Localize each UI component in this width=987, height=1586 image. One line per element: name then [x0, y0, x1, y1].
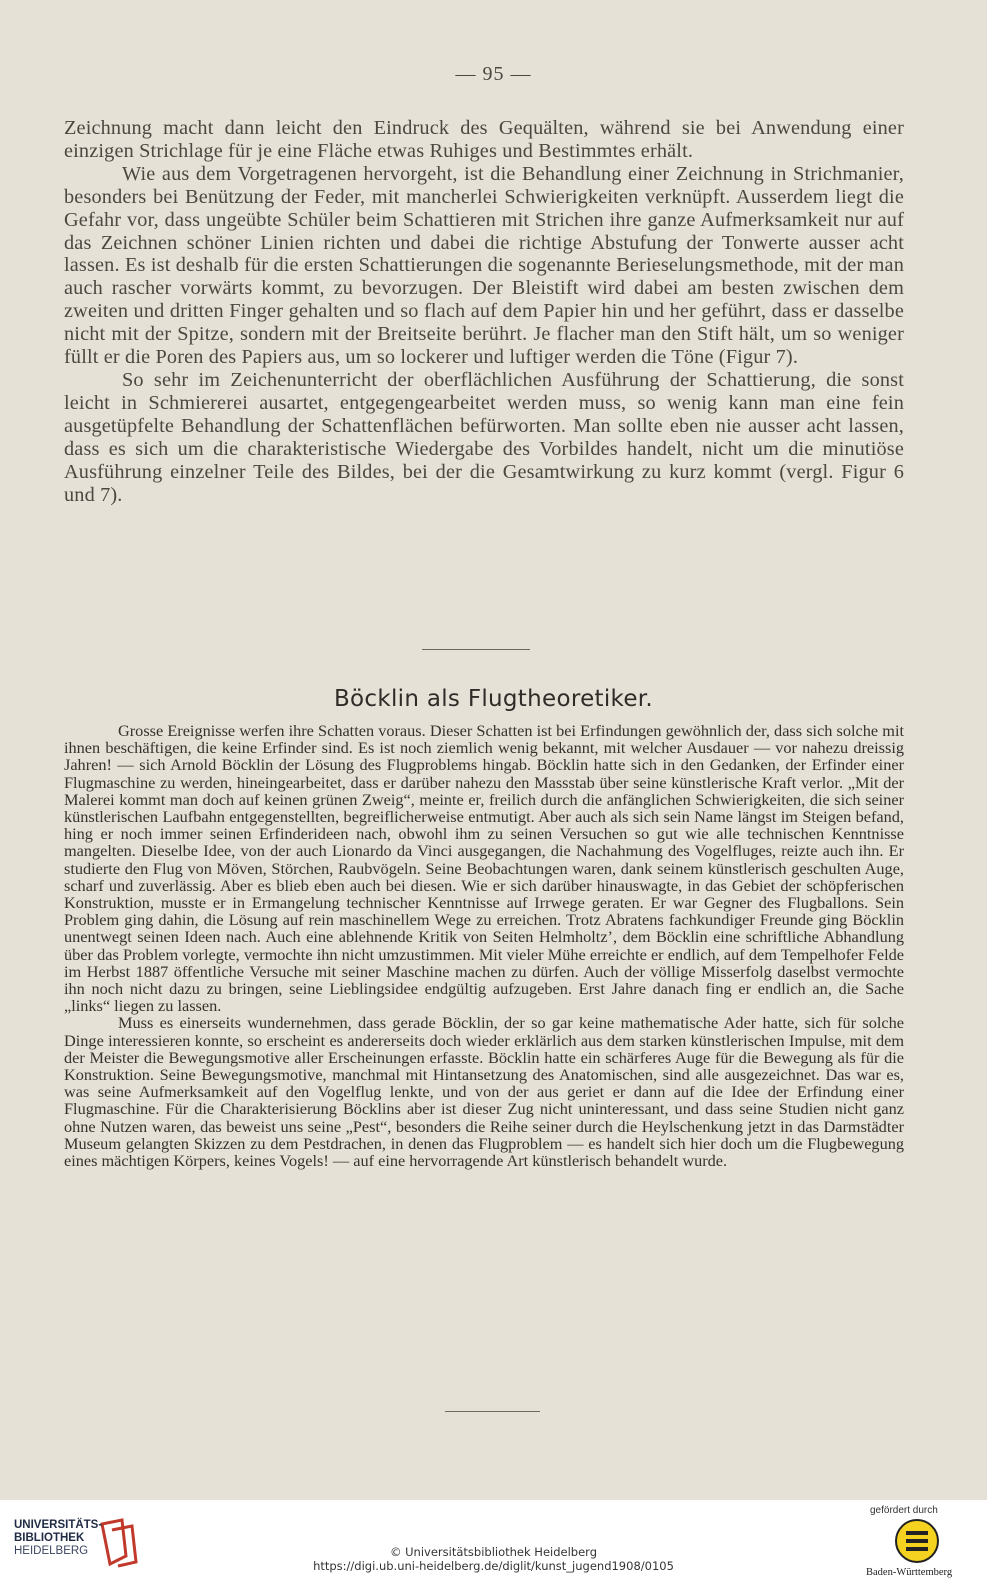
library-line-1: UNIVERSITÄTS-	[14, 1519, 103, 1531]
library-line-3: HEIDELBERG	[14, 1545, 89, 1558]
page-number: — 95 —	[455, 63, 532, 85]
baden-wuerttemberg-crest-icon	[894, 1518, 940, 1564]
intro-paragraph-1: Zeichnung macht dann leicht den Eindruck des Gequälten, während sie bei Anwendung einer einzigen Strichlage für je eine Fläche etwas Ruhiges und Bestimmtes erhält.	[64, 117, 904, 162]
section-heading: Böcklin als Flugtheoretiker.	[333, 686, 654, 712]
section-divider-bottom	[445, 1411, 540, 1412]
intro-paragraph-2: Wie aus dem Vorgetragenen hervorgeht, ist die Behandlung einer Zeichnung in Strichmanier, besonders bei Benützung der Feder, mit mancherlei Schwierigkeiten verknüpft. Ausserdem liegt die Gefahr vor, dass ungeübte Schüler beim Schattieren mit Strichen ihre ganze Aufmerksamkeit nur auf das Zeichnen schöner Linien richten und dabei die richtige Abstufung der Tonwerte ausser acht lassen. Es ist deshalb für die ersten Schattierungen die sogenannte Berieselungsmethode, mit der man auch rascher vorwärts kommt, zu bevorzugen. Der Bleistift wird dabei am besten zwischen dem zweiten und dritten Finger gehalten und so flach auf dem Papier hin und her geführt, dass er dasselbe nicht mit der Spitze, sondern mit der Breitseite berührt. Je flacher man den Stift hält, um so weniger füllt er die Poren des Papiers aus, um so lockerer und luftiger werden die Töne (Figur 7).	[64, 162, 904, 369]
intro-paragraph-3: So sehr im Zeichenunterricht der oberflächlichen Ausführung der Schattierung, die sonst leicht in Schmiererei ausartet, entgegengearbeitet werden muss, so wenig kann man eine fein ausgetüpfelte Behandlung der Schattenflächen befürworten. Man sollte eben nie ausser acht lassen, dass es sich um die charakteristische Wiedergabe des Vorbildes handelt, nicht um die minutiöse Ausführung einzelner Teile des Bildes, bei der die Gesamtwirkung zu kurz kommt (vergl. Figur 6 und 7).	[64, 368, 904, 506]
permalink[interactable]: https://digi.ub.uni-heidelberg.de/diglit/kunst_jugend1908/0105	[313, 1559, 674, 1573]
funded-by-label: gefördert durch	[870, 1505, 938, 1516]
library-line-2: BIBLIOTHEK	[14, 1532, 85, 1545]
intro-text	[64, 117, 904, 506]
section-text	[64, 722, 904, 1169]
copyright-text: © Universitätsbibliothek Heidelberg	[389, 1545, 597, 1559]
funder-name: Baden-Württemberg	[866, 1567, 953, 1578]
section-paragraph-1: Grosse Ereignisse werfen ihre Schatten voraus. Dieser Schatten ist bei Erfindungen gewöhnlich der, dass sich solche mit ihnen beschäftigen, die keine Erfinder sind. Es ist noch ziemlich wenig bekannt, mit welcher Ausdauer — vor nahezu dreissig Jahren! — sich Arnold Böcklin der Lösung des Flugproblems hingab. Böcklin hatte sich in den Gedanken, der Erfinder einer Flugmaschine zu werden, hineingearbeitet, dass er darüber nahezu den Massstab über seine künstlerische Kraft verlor. „Mit der Malerei kommt man doch auf keinen grünen Zweig“, meinte er, freilich durch die anfänglichen Schwierigkeiten, die sich seiner künstlerischen Laufbahn entgegenstellten, begreiflicherweise entmutigt. Aber auch als sich sein Name längst im Steigen befand, hing er noch immer seinen Erfinderideen nach, obwohl ihm zu seinen Versuchen so gut wie alle technischen Kenntnisse mangelten. Dieselbe Idee, von der auch Lionardo da Vinci ausgegangen, die Nachahmung des Vogelfluges, reizte auch ihn. Er studierte den Flug von Möven, Störchen, Raubvögeln. Seine Beobachtungen waren, dank seinem künstlerisch geschulten Auge, scharf und zuverlässig. Aber es blieb eben auch bei diesen. Wie er sich darüber hinauswagte, in das Gebiet der schöpferischen Konstruktion, musste er in Ermangelung technischer Kenntnisse auf Irrwege geraten. Er war Gegner des Flugballons. Sein Problem ging dahin, die Lösung auf rein maschinellem Wege zu erreichen. Trotz Abratens fachkundiger Freunde ging Böcklin unentwegt seinen Ideen nach. Auch eine ablehnende Kritik von Seiten Helmholtz’, dem Böcklin eine schriftliche Abhandlung über das Problem vorlegte, vermochte ihn nicht umzustimmen. Mit vieler Mühe erreichte er endlich, auf dem Tempelhofer Felde im Herbst 1887 öffentliche Versuche mit seiner Maschine machen zu dürfen. Auch der völlige Misserfolg daselbst vermochte ihn noch nicht dazu zu bringen, seine Lieblingsidee endgültig aufzugeben. Erst Jahre danach fing er endlich an, die Sache „links“ liegen zu lassen.	[64, 721, 904, 1016]
section-paragraph-2: Muss es einerseits wundernehmen, dass gerade Böcklin, der so gar keine mathematische Ader hatte, sich für solche Dinge interessieren konnte, so erscheint es andererseits doch wieder erklärlich aus dem starken künstlerischen Impulse, mit dem der Meister die Bewegungsmotive aller Erscheinungen erfasste. Böcklin hatte ein schärferes Auge für die Bewegung als für die Konstruktion. Seine Bewegungsmotive, manchmal mit Hintansetzung des Anatomischen, sind alle ausgezeichnet. Das war es, was seine Aufmerksamkeit auf den Vogelflug lenkte, und von der aus geriet er dann auf die Idee der Erfindung einer Flugmaschine. Für die Charakterisierung Böcklins aber ist dieser Zug nicht uninteressant, und dass seine Studien nicht ganz ohne Nutzen waren, das beweist uns seine „Pest“, besonders die Reihe seiner durch die Heylschenkung jetzt in das Darmstädter Museum gelangten Skizzen zu dem Pestdrachen, in denen das Flugproblem — es handelt sich hier doch um die Flugbewegung eines mächtigen Körpers, keines Vogels! — auf eine hervorragende Art künstlerisch behandelt wurde.	[64, 1013, 904, 1171]
section-divider-top	[422, 649, 530, 650]
viewer-footer	[0, 1500, 987, 1586]
copyright-block	[0, 1545, 987, 1573]
